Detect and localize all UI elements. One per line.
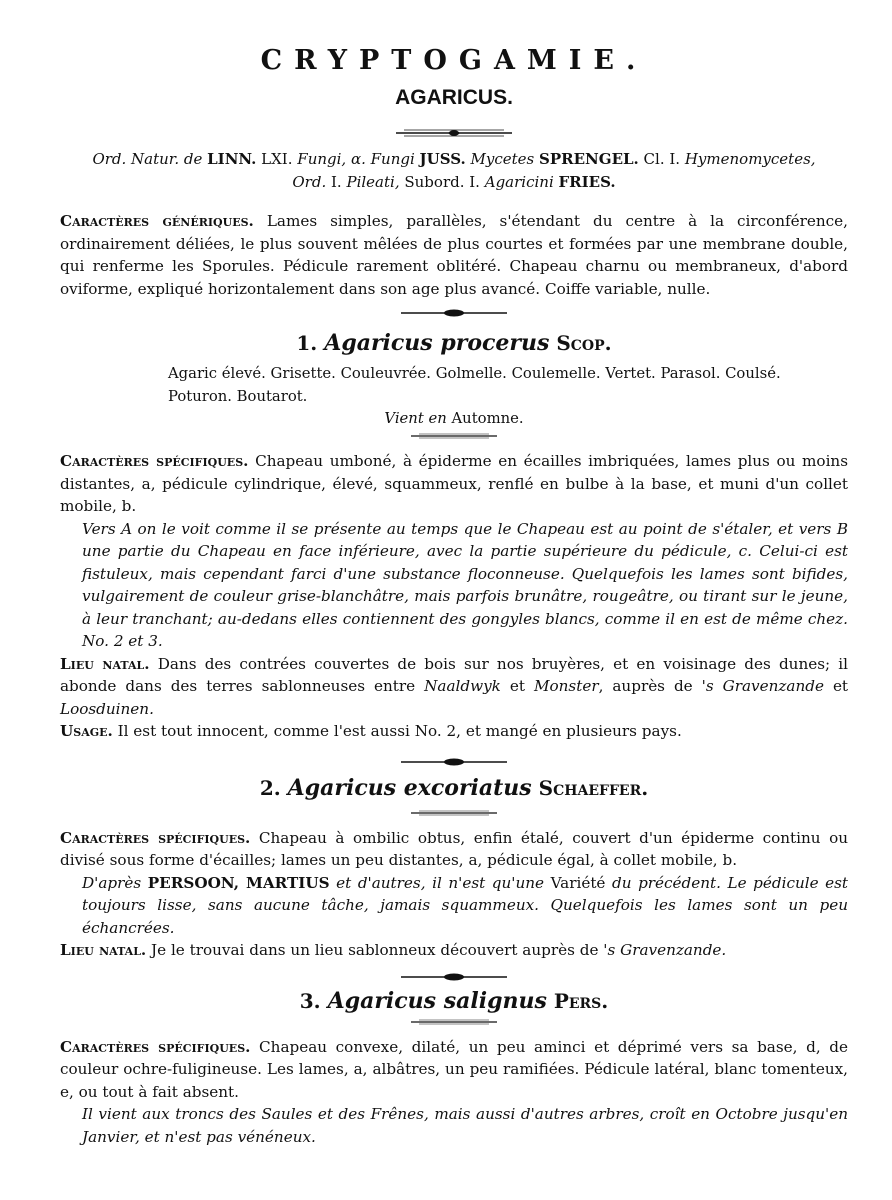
ordo-text: Mycetes (470, 150, 535, 168)
ordo-text: Fungi, (297, 150, 347, 168)
author-fries: FRIES. (558, 173, 616, 191)
ordo-text: Hymenomycetes, (684, 150, 816, 168)
species-number: 2. (259, 775, 281, 800)
ornament-divider (409, 1018, 499, 1026)
author-juss: JUSS. (419, 150, 466, 168)
section-text: Lames simples, parallèles, s'étendant du centre à la circonférence, ordinairement déliées, le plus souvent mêlées de plus courtes et formées par une membrane double, qui renferme les Sporules. Pédicule rarement oblitéré. Chapeau charnu ou membraneux, d'abord oviforme, expliqué horizontalement dans son age plus avancé. Coiffe variable, nulle. (60, 212, 848, 298)
season (60, 408, 848, 430)
author-linn: LINN. (207, 150, 257, 168)
species-name: Agaricus procerus (324, 330, 550, 356)
note-text: et d'autres, il n'est qu'une (336, 873, 545, 892)
species-number: 1. (296, 331, 318, 355)
species-note: Vers A on le voit comme il se présente au temps que le Chapeau est au point de s'étaler, et vers B une partie du Chapeau en face inférieure, avec la partie supérieure du pédicule, c. Celui-ci est fistuleux, mais cependant farci d'une substance floconneuse. Quelquefois les lames sont bifides, vulgairement de couleur grise-blanchâtre, mais parfois brunâtre, rougeâtre, ou tirant sur le jeune, à leur tranchant; au-dedans elles contiennent des gongyles blancs, comme il en est de même chez. No. 2 et 3. (82, 519, 848, 650)
usage (60, 720, 848, 743)
habitat (60, 653, 848, 721)
ordo-text: Agaricini (484, 173, 554, 191)
place-name: Naaldwyk (424, 677, 501, 695)
ornament-divider (399, 308, 509, 318)
species-heading (60, 328, 848, 358)
specific-characters (60, 450, 848, 518)
habitat (60, 939, 848, 962)
species-author: Scop. (556, 331, 612, 355)
section-text: Je le trouvai dans un lieu sablonneux découvert auprès de (151, 941, 599, 959)
ordo-text: Pileati, (346, 173, 400, 191)
section-label: Usage. (60, 722, 113, 740)
season-text: Automne. (451, 410, 524, 427)
species-heading (60, 773, 848, 803)
section-label: Lieu natal. (60, 941, 147, 959)
section-text: Chapeau convexe, dilaté, un peu aminci et déprimé vers sa base, d, de couleur ochre-fuligineuse. Les lames, a, albâtres, un peu ramifiées. Pédicule latéral, blanc tomenteux, e, ou tout à fait absent. (60, 1037, 848, 1101)
specific-characters (60, 827, 848, 872)
section-text: , auprès de (598, 677, 693, 695)
species-heading (60, 986, 848, 1016)
author-sprengel: SPRENGEL. (539, 150, 639, 168)
section-label: Caractères génériques. (60, 212, 254, 230)
note-text: Variété (550, 873, 606, 892)
section-text: Dans des contrées couvertes de bois sur nos bruyères, et en voisinage des dunes; il abonde dans des terres sablonneuses entre (60, 654, 849, 695)
section-text: et (832, 677, 849, 695)
place-name: Loosduinen. (60, 699, 154, 718)
note-text: du précédent. Le pédicule est toujours lisse, sans aucune tâche, jamais squammeux. Quelquefois les lames sont un peu échancrées. (82, 873, 849, 937)
classification (60, 148, 848, 194)
species-name: Agaricus salignus (327, 987, 547, 1014)
section-label: Lieu natal. (60, 654, 150, 673)
ornament-divider (394, 126, 514, 140)
ordo-text: Cl. I. (643, 150, 681, 168)
ornament-divider (399, 757, 509, 767)
ornament-divider (409, 432, 499, 440)
specific-characters (60, 1036, 848, 1104)
note-text: D'après (82, 873, 142, 892)
place-name: Monster (533, 677, 599, 695)
ordo-text: Ord. (292, 173, 327, 191)
species-name: Agaricus excoriatus (287, 774, 532, 801)
common-names: Agaric élevé. Grisette. Couleuvrée. Golmelle. Coulemelle. Vertet. Parasol. Coulsé. Poturon. Boutarot. (168, 365, 781, 405)
place-name: 's Gravenzande. (603, 941, 727, 959)
ordo-text: I. (331, 173, 342, 191)
place-name: 's Gravenzande (701, 677, 824, 695)
species-note (60, 872, 848, 940)
season-text: Vient en (384, 410, 447, 427)
species-note: Il vient aux troncs des Saules et des Frênes, mais aussi d'autres arbres, croît en Octobre jusqu'en Janvier, et n'est pas vénéneux. (82, 1105, 848, 1146)
generic-characters (60, 210, 848, 300)
section-text: Il est tout innocent, comme l'est aussi No. 2, et mangé en plusieurs pays. (117, 722, 682, 740)
ordo-text: LXI. (261, 150, 293, 168)
ornament-divider (409, 809, 499, 817)
species-number: 3. (299, 988, 321, 1013)
section-label: Caractères spécifiques. (60, 1037, 251, 1056)
section-label: Caractères spécifiques. (60, 452, 249, 470)
ordo-text: Subord. I. (404, 173, 480, 191)
section-text: Chapeau umboné, à épiderme en écailles imbriquées, lames plus ou moins distantes, a, pédicule cylindrique, élevé, squammeux, renflé en bulbe à la base, et muni d'un collet mobile, b. (60, 452, 849, 515)
species-author: Pers. (553, 988, 609, 1013)
section-label: Caractères spécifiques. (60, 828, 251, 847)
page-title: CRYPTOGAMIE. (260, 45, 648, 76)
ordo-text: Ord. Natur. de (92, 150, 203, 168)
section-text: et (509, 677, 525, 695)
species-author: Schaeffer. (538, 775, 649, 800)
section-text: Chapeau à ombilic obtus, enfin étalé, couvert d'un épiderme continu ou divisé sous forme d'écailles; lames un peu distantes, a, pédicule égal, à collet mobile, b. (60, 828, 848, 869)
ordo-text: α. Fungi (350, 150, 415, 168)
author-names: PERSOON, MARTIUS (147, 873, 330, 892)
page-subtitle: AGARICUS. (395, 86, 513, 109)
ornament-divider (399, 972, 509, 982)
